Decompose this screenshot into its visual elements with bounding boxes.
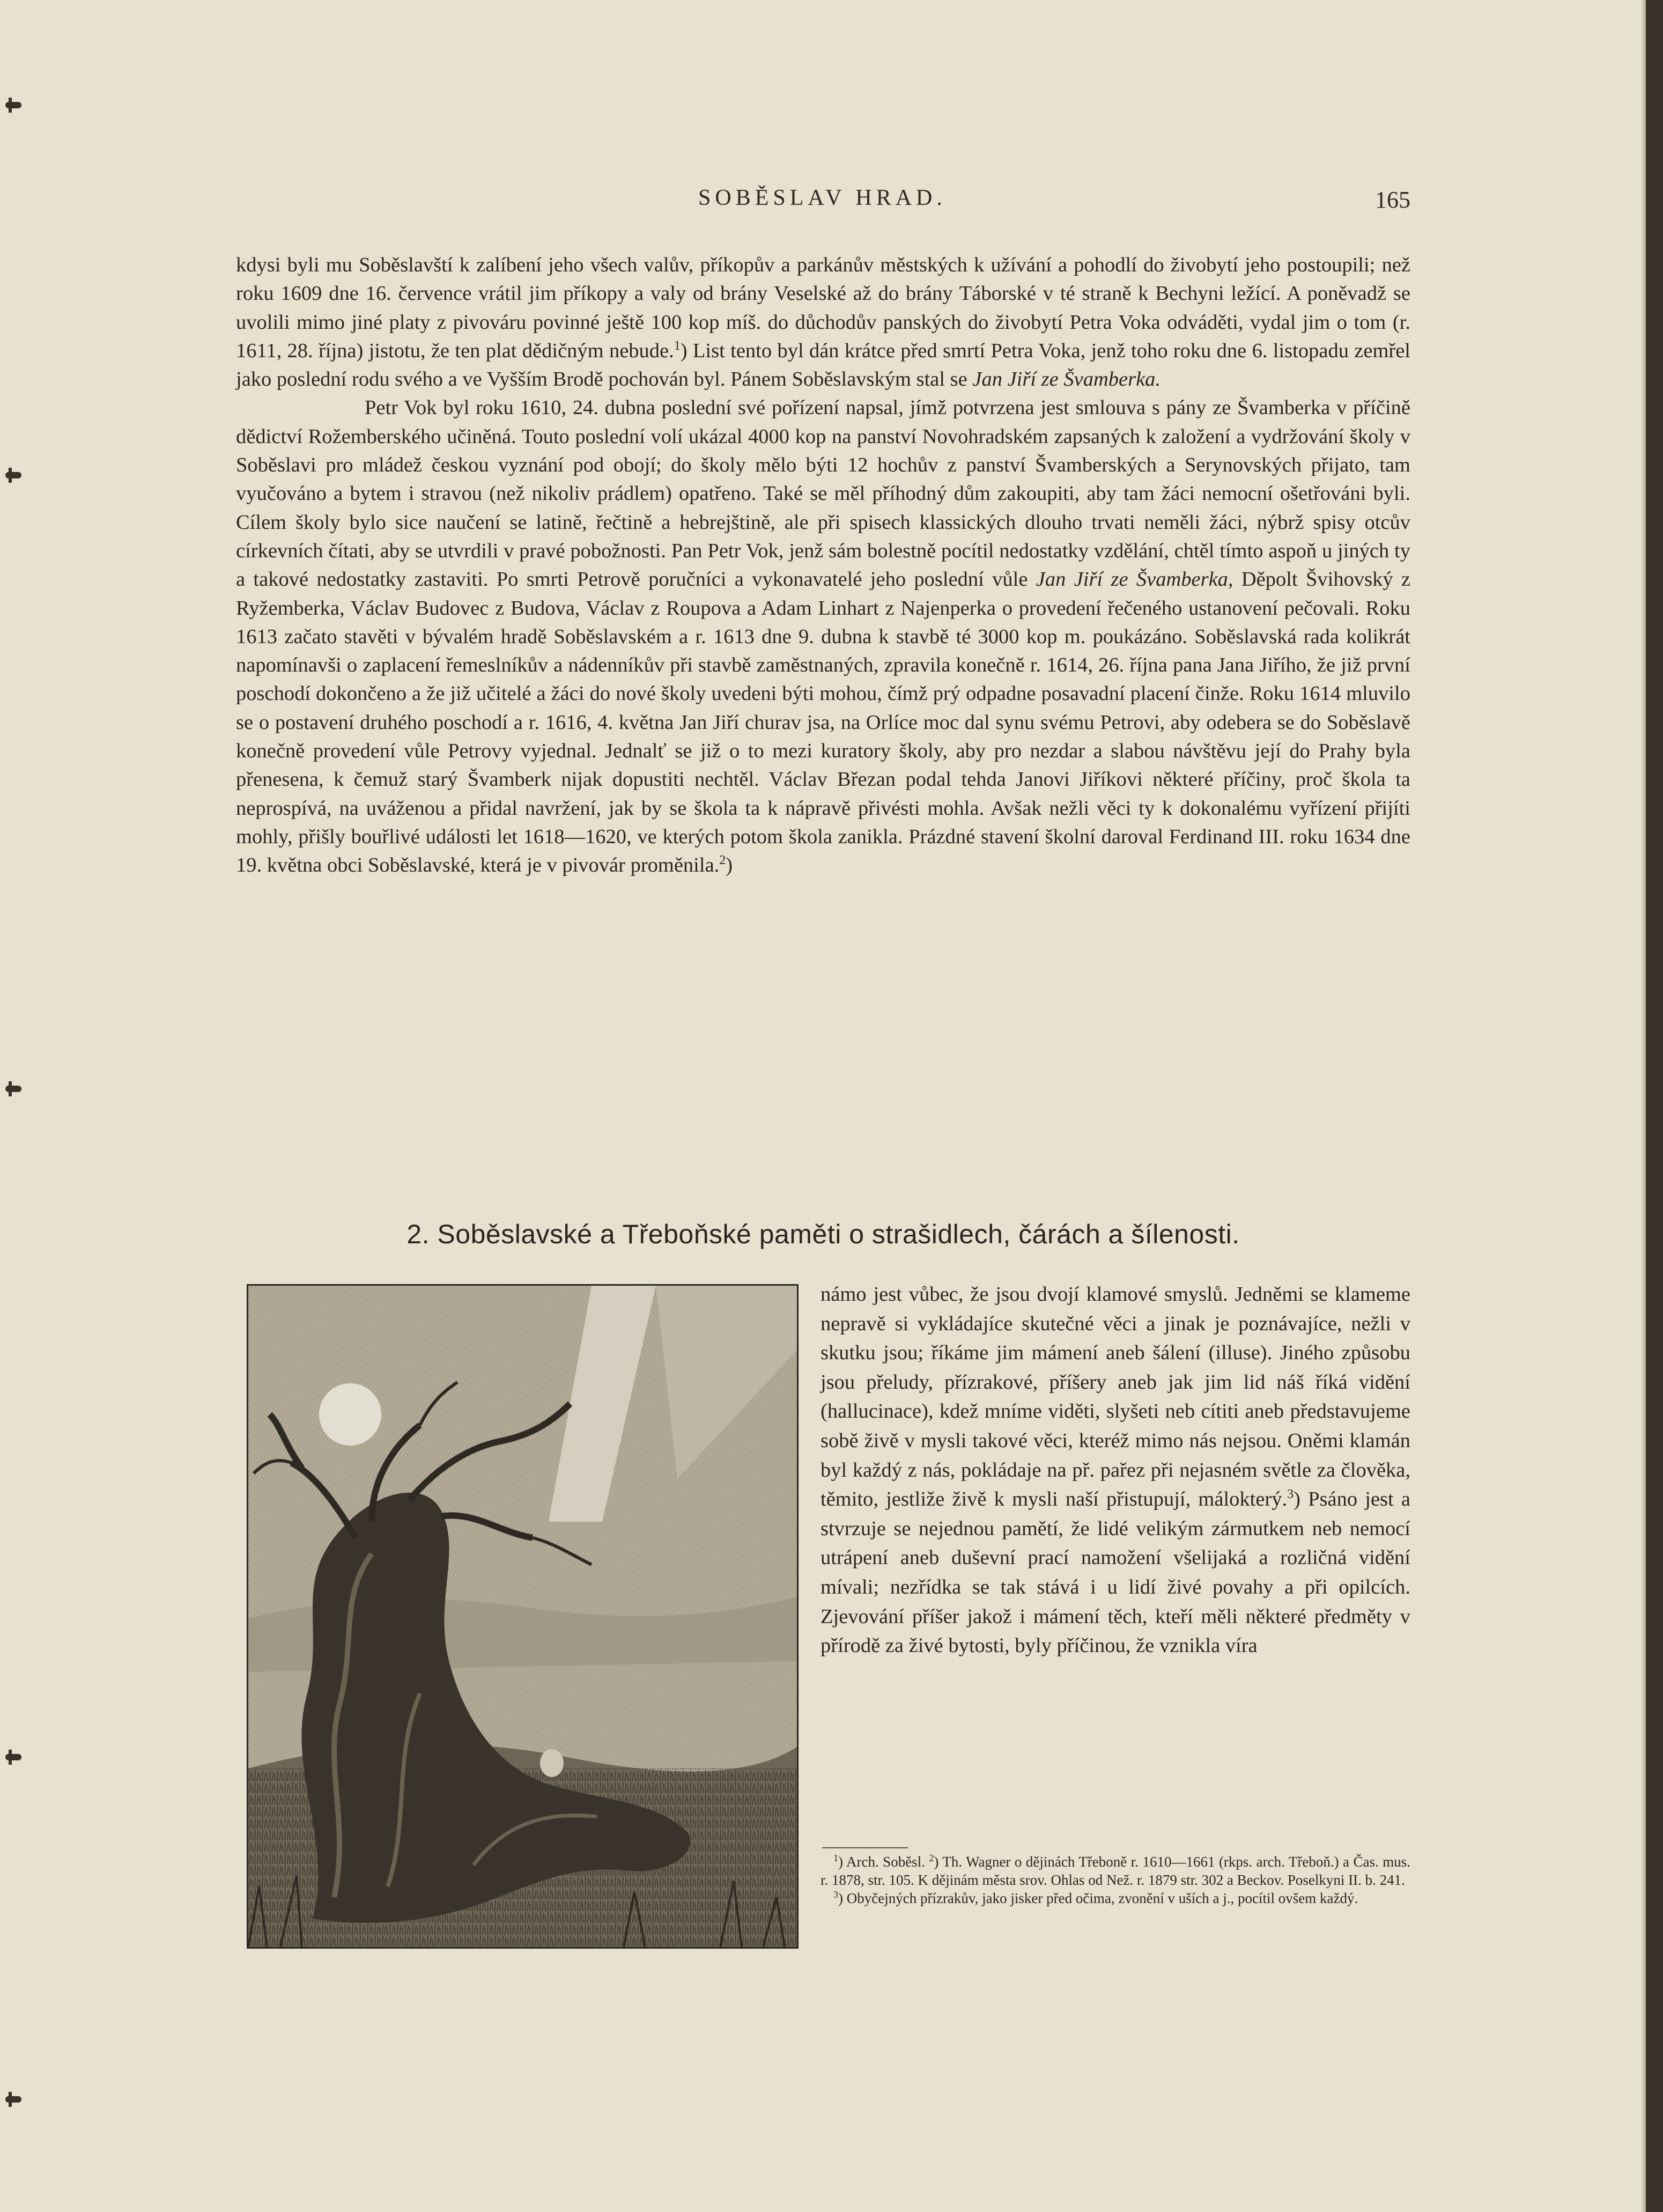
footnote-text: Obyčejných přízrakův, jako jisker před očima, zvonění v uších a j., pocítil ovšem každý. <box>843 1890 1358 1906</box>
section-heading: 2. Soběslavské a Třeboňské paměti o strašidlech, čárách a šílenosti. <box>406 1219 1240 1249</box>
column-text <box>821 1280 1410 1661</box>
footnote-ref: 1 <box>674 339 681 353</box>
binding-mark <box>5 1754 21 1760</box>
tree-engraving <box>248 1286 797 1947</box>
text-run: Psáno jest a stvrzuje se nejednou pamětí, že lidé velikým zármutkem neb nemocí utrápení aneb duševní prací namožení všelijaká a rozličná vidění mívali; nezřídka se tak stává i u lidí živé povahy a při opilcích. Zjevování příšer jakož i mámení těch, kteří měli některé předměty v přírodě za živé bytosti, byly příčinou, že vznikla víra <box>821 1488 1410 1657</box>
page-number: 165 <box>1375 187 1410 213</box>
footnote-text: Th. Wagner o dějinách Třeboně r. 1610—1661 (rkps. arch. Třeboň.) a Čas. mus. r. 1878, str. 105. K dějinám města srov. Ohlas od Než. r. 1879 str. 302 a Beckov. Poselkyni II. b. 241. <box>821 1854 1410 1888</box>
text-run: Děpolt Švihovský z Ryžemberka, Václav Budovec z Budova, Václav z Roupova a Adam Linhart z Najenperka o provedení řečeného ustanovení pečovali. Roku 1613 začato stavěti v bývalém hradě Soběslavském a r. 1613 dne 9. dubna k stavbě té 3000 kop m. poukázáno. Soběslavská rada kolikrát napomínavši o zaplacení řemeslníkův a nádenníkův při stavbě zaměstnaných, zpravila konečně r. 1614, 26. října pana Jana Jiřího, že již první poschodí dokončeno a že již učitelé a žáci do nové školy uvedeni býti mohou, čímž prý odpadne posavadní placení činže. Roku 1614 mluvilo se o postavení druhého poschodí a r. 1616, 4. května Jan Jiří churav jsa, na Orlíce moc dal synu svému Petrovi, aby odebera se do Soběslavě konečně provedení vůle Petrovy vyjednal. Jednalť se již o to mezi kuratory školy, aby pro nezdar a slabou návštěvu její do Prahy byla přenesena, k čemuž starý Švamberk nijak dopustiti nechtěl. Václav Březan podal tehda Janovi Jiříkovi některé příčiny, proč škola ta neprospívá, na uváženou a přidal navržení, jak by se škola ta k nápravě přivésti mohla. Avšak nežli věci ty k dokonalému vyřízení přijíti mohly, přišly bouřlivé události let 1618—1620, ve kterých potom škola zanikla. Prázdné stavení školní daroval Ferdinand III. roku 1634 dne 19. května obci Soběslavské, která je v pivovár proměnila. <box>236 568 1410 877</box>
person-name: Jan Jiří ze Švamberka, <box>1036 568 1233 591</box>
footnote: $^1$) Arch. Soběsl. $^2$) Th. Wagner o dějinách Třeboně r. 1610—1661 (rkps. arch. Třeboň.) a Čas. mus. r. 1878, str. 105. K dějinám města srov. Ohlas od Než. r. 1879 str. 302 a Beckov. Poselkyni II. b. 241. <box>821 1853 1410 1888</box>
page-edge-shadow <box>1640 0 1646 2212</box>
owl <box>540 1749 564 1777</box>
scanner-edge <box>1646 0 1663 2212</box>
paragraph: námo jest vůbec, že jsou dvojí klamové smyslů. Jedněmi se klameme nepravě si vykládajíce skutečné věci a jinak je poznávajíce, nežli v skutku jsou; říkáme jim mámení aneb šálení (illuse). Jiného způsobu jsou přeludy, přízrakové, příšery aneb jak jim lid náš říká vidění (hallucinace), kdež mníme viděti, slyšeti neb cítiti aneb představujeme sobě živě v mysli takové věci, kteréž mimo nás nejsou. Oněmi klamán byl každý z nás, pokládaje na př. pařez při nejasném světle za člověka, těmito, jestliže živě k mysli naší přistupují, málokterý.$^3$) Psáno jest a stvrzuje se nejednou pamětí, že lidé velikým zármutkem neb nemocí utrápení aneb duševní prací namožení všelijaká a rozličná vidění mívali; nezřídka se tak stává i u lidí živé povahy a při opilcích. Zjevování příšer jakož i mámení těch, kteří měli některé předměty v přírodě za živé bytosti, byly příčinou, že vznikla víra <box>821 1283 1410 1657</box>
footnote-text: Arch. Soběsl. <box>843 1854 929 1870</box>
text-run: námo jest vůbec, že jsou dvojí klamové smyslů. Jedněmi se klameme nepravě si vykládajíce skutečné věci a jinak je poznávajíce, nežli v skutku jsou; říkáme jim mámení aneb šálení (illuse). Jiného způsobu jsou přeludy, přízrakové, příšery aneb jak jim lid náš říká vidění (hallucinace), kdež mníme viděti, slyšeti neb cítiti aneb představujeme sobě živě v mysli takové věci, kteréž mimo nás nejsou. Oněmi klamán byl každý z nás, pokládaje na př. pařez při nejasném světle za člověka, těmito, jestliže živě k mysli naší přistupují, málokterý. <box>821 1283 1410 1511</box>
footnote-number: 2 <box>929 1853 934 1863</box>
footnote-ref: 2 <box>719 853 726 868</box>
footnote-ref: 3 <box>1287 1487 1294 1502</box>
header-title: SOBĚSLAV HRAD. <box>698 186 947 210</box>
footnote-rule <box>822 1847 908 1848</box>
moon <box>319 1383 381 1446</box>
binding-mark <box>5 472 21 478</box>
footnotes <box>821 1853 1410 1907</box>
body-text <box>236 251 1410 880</box>
binding-mark <box>5 1086 21 1092</box>
engraving-illustration <box>247 1284 799 1949</box>
text-run: Petr Vok byl roku 1610, 24. dubna poslední své pořízení napsal, jímž potvrzena jest smlouva s pány ze Švamberka v příčině dědictví Rožemberského učiněná. Touto poslední volí ukázal 4000 kop na panství Novohradském zapsaných k založení a vydržování školy v Soběslavi pro mládež českou vyznání pod obojí; do školy mělo býti 12 hochův z panství Švamberských a Serynovských přijato, tam vyučováno a bytem i stravou (než nikoliv prádlem) opatřeno. Také se měl příhodný dům zakoupiti, aby tam žáci nemocní ošetřováni byli. Cílem školy bylo sice naučení se latině, řečtině a hebrejštině, ale při spisech klassických dlouho trvati neměli žáci, nýbrž spisy otcův církevních čítati, aby se utvrdili v pravé pobožnosti. Pan Petr Vok, jenž sám bolestně pocítil nedostatky vzdělání, chtěl tímto aspoň u jiných ty a takové nedostatky zastaviti. Po smrti Petrově poručníci a vykonavatelé jeho poslední vůle <box>236 396 1410 591</box>
footnote-number: 1 <box>833 1853 838 1863</box>
footnote-number: 3 <box>833 1889 838 1900</box>
running-header <box>236 185 1410 223</box>
binding-mark <box>5 102 21 108</box>
paragraph: Petr Vok byl roku 1610, 24. dubna poslední své pořízení napsal, jímž potvrzena jest smlouva s pány ze Švamberka v příčině dědictví Rožemberského učiněná. Touto poslední volí ukázal 4000 kop na panství Novohradském zapsaných k založení a vydržování školy v Soběslavi pro mládež českou vyznání pod obojí; do školy mělo býti 12 hochův z panství Švamberských a Serynovských přijato, tam vyučováno a bytem i stravou (než nikoliv prádlem) opatřeno. Také se měl příhodný dům zakoupiti, aby tam žáci nemocní ošetřováni byli. Cílem školy bylo sice naučení se latině, řečtině a hebrejštině, ale při spisech klassických dlouho trvati neměli žáci, nýbrž spisy otcův církevních čítati, aby se utvrdili v pravé pobožnosti. Pan Petr Vok, jenž sám bolestně pocítil nedostatky vzdělání, chtěl tímto aspoň u jiných ty a takové nedostatky zastaviti. Po smrti Petrově poručníci a vykonavatelé jeho poslední vůle Jan Jiří ze Švamberka, Děpolt Švihovský z Ryžemberka, Václav Budovec z Budova, Václav z Roupova a Adam Linhart z Najenperka o provedení řečeného ustanovení pečovali. Roku 1613 začato stavěti v bývalém hradě Soběslavském a r. 1613 dne 9. dubna k stavbě té 3000 kop m. poukázáno. Soběslavská rada kolikrát napomínavši o zaplacení řemeslníkův a nádenníkův při stavbě zaměstnaných, zpravila konečně r. 1614, 26. října pana Jana Jiřího, že již první poschodí dokončeno a že již učitelé a žáci do nové školy uvedeni býti mohou, čímž prý odpadne posavadní placení činže. Roku 1614 mluvilo se o postavení druhého poschodí a r. 1616, 4. května Jan Jiří churav jsa, na Orlíce moc dal synu svému Petrovi, aby odebera se do Soběslavě konečně provedení vůle Petrovy vyjednal. Jednalť se již o to mezi kuratory školy, aby pro nezdar a slabou návštěvu její do Prahy byla přenesena, k čemuž starý Švamberk nijak dopustiti nechtěl. Václav Březan podal tehda Janovi Jiříkovi některé příčiny, proč škola ta neprospívá, na uváženou a přidal navržení, jak by se škola ta k nápravě přivésti mohla. Avšak nežli věci ty k dokonalému vyřízení přijíti mohly, přišly bouřlivé události let 1618—1620, ve kterých potom škola zanikla. Prázdné stavení školní daroval Ferdinand III. roku 1634 dne 19. května obci Soběslavské, která je v pivovár proměnila.$^2$) <box>236 396 1410 877</box>
binding-mark <box>5 2096 21 2103</box>
footnote: $^3$) Obyčejných přízrakův, jako jisker před očima, zvonění v uších a j., pocítil ovšem každý. <box>833 1889 1358 1906</box>
text-run: List tento byl dán krátce před smrtí Petra Voka, jenž toho roku dne 6. listopadu zemřel jako poslední rodu svého a ve Vyšším Brodě pochován byl. Pánem Soběslavským stal se <box>236 339 1411 391</box>
text-run: kdysi byli mu Soběslavští k zalíbení jeho všech valův, příkopův a parkánův městských k užívání a pohodlí do živobytí jeho postoupili; než roku 1609 dne 16. července vrátil jim příkopy a valy od brány Veselské až do brány Táborské v té straně k Bechyni ležící. A poněvadž se uvolili mimo jiné platy z pivováru povinné ještě 100 kop míš. do důchodův panských do živobytí Petra Voka odváděti, vydal jim o tom (r. 1611, 28. října) jistotu, že ten plat dědičným nebude. <box>236 254 1410 362</box>
paragraph: kdysi byli mu Soběslavští k zalíbení jeho všech valův, příkopův a parkánův městských k užívání a pohodlí do živobytí jeho postoupili; než roku 1609 dne 16. července vrátil jim příkopy a valy od brány Veselské až do brány Táborské v té straně k Bechyni ležící. A poněvadž se uvolili mimo jiné platy z pivováru povinné ještě 100 kop míš. do důchodův panských do živobytí Petra Voka odváděti, vydal jim o tom (r. 1611, 28. října) jistotu, že ten plat dědičným nebude.$^1$) List tento byl dán krátce před smrtí Petra Voka, jenž toho roku dne 6. listopadu zemřel jako poslední rodu svého a ve Vyšším Brodě pochován byl. Pánem Soběslavským stal se Jan Jiří ze Švamberka. <box>236 254 1411 391</box>
person-name: Jan Jiří ze Švamberka. <box>972 368 1161 391</box>
